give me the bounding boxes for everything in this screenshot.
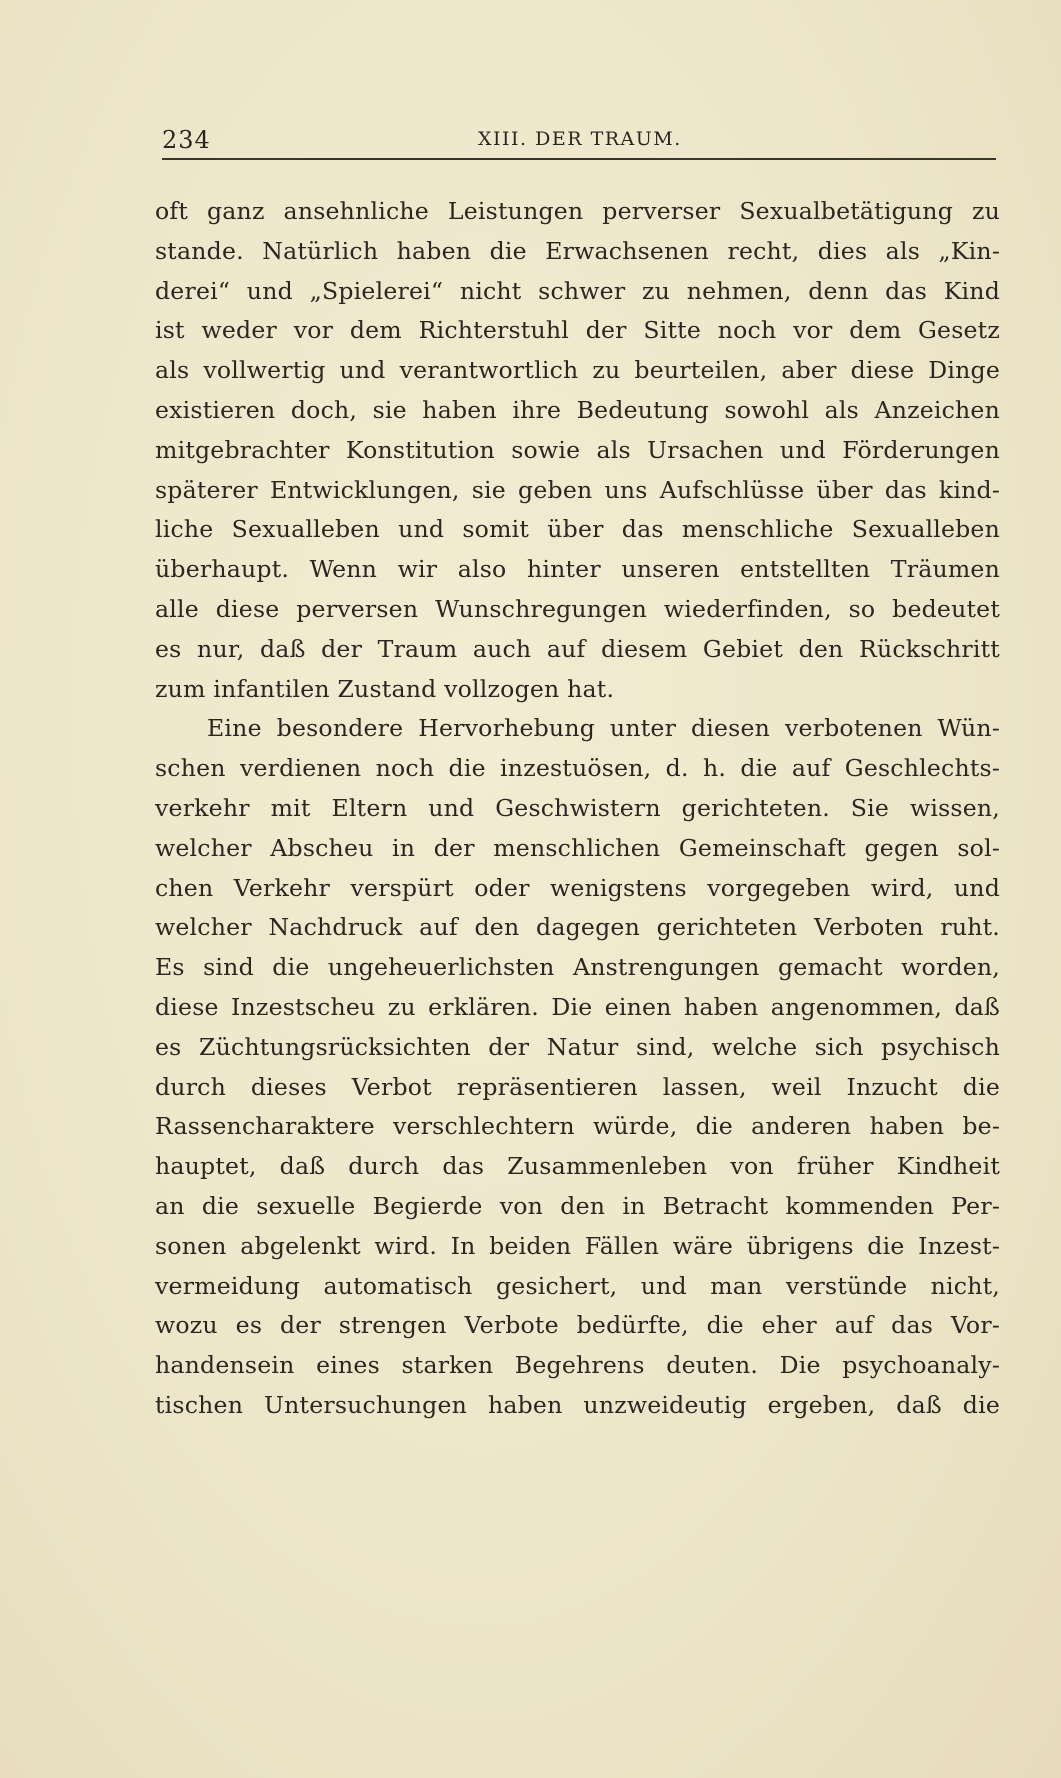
text-line: es nur, daß der Traum auch auf diesem Gebiet den Rückschritt <box>155 634 1000 663</box>
text-line: diese Inzestscheu zu erklären. Die einen haben angenommen, daß <box>155 992 1000 1021</box>
text-line: handensein eines starken Begehrens deuten. Die psychoanaly- <box>155 1351 1000 1380</box>
text-line: sonen abgelenkt wird. In beiden Fällen wäre übrigens die Inzest- <box>155 1231 1000 1260</box>
text-line: ist weder vor dem Richterstuhl der Sitte noch vor dem Gesetz <box>155 316 1000 345</box>
text-line: Es sind die ungeheuerlichsten Anstrengungen gemacht worden, <box>155 953 1000 982</box>
text-line: Eine besondere Hervorhebung unter diesen verbotenen Wün- <box>207 714 1000 743</box>
text-line: durch dieses Verbot repräsentieren lassen, weil Inzucht die <box>155 1072 1000 1101</box>
text-line: hauptet, daß durch das Zusammenleben von früher Kindheit <box>155 1152 1000 1181</box>
text-line: zum infantilen Zustand vollzogen hat. <box>155 674 615 703</box>
page-header <box>162 122 996 160</box>
text-line: welcher Abscheu in der menschlichen Gemeinschaft gegen sol- <box>155 833 1000 862</box>
page-number: 234 <box>162 126 211 154</box>
text-line: als vollwertig und verantwortlich zu beurteilen, aber diese Dinge <box>155 356 1000 385</box>
text-line: tischen Untersuchungen haben unzweideutig ergeben, daß die <box>155 1390 1000 1419</box>
text-line: chen Verkehr verspürt oder wenigstens vorgegeben wird, und <box>155 873 1000 902</box>
running-head: XIII. DER TRAUM. <box>478 128 682 150</box>
text-line: vermeidung automatisch gesichert, und man verstünde nicht, <box>155 1271 1000 1300</box>
text-line: existieren doch, sie haben ihre Bedeutung sowohl als Anzeichen <box>155 395 1000 424</box>
text-line: oft ganz ansehnliche Leistungen perverser Sexualbetätigung zu <box>155 197 1000 225</box>
text-line: mitgebrachter Konstitution sowie als Ursachen und Förderungen <box>155 435 1000 464</box>
text-line: verkehr mit Eltern und Geschwistern gerichteten. Sie wissen, <box>155 793 1000 822</box>
text-line: alle diese perversen Wunschregungen wiederfinden, so bedeutet <box>155 594 1000 623</box>
body-text <box>155 192 1000 1426</box>
text-line: schen verdienen noch die inzestuösen, d. h. die auf Geschlechts- <box>155 754 1000 783</box>
text-line: derei“ und „Spielerei“ nicht schwer zu nehmen, denn das Kind <box>155 276 1000 305</box>
text-line: wozu es der strengen Verbote bedürfte, die eher auf das Vor- <box>155 1311 1000 1340</box>
text-line: liche Sexualleben und somit über das menschliche Sexualleben <box>155 515 1000 544</box>
text-line: Rassencharaktere verschlechtern würde, die anderen haben be- <box>155 1112 1000 1141</box>
text-line: welcher Nachdruck auf den dagegen gerichteten Verboten ruht. <box>155 913 1000 942</box>
text-line: es Züchtungsrücksichten der Natur sind, welche sich psychisch <box>155 1032 1000 1061</box>
text-line: an die sexuelle Begierde von den in Betracht kommenden Per- <box>155 1191 1000 1220</box>
text-line: späterer Entwicklungen, sie geben uns Aufschlüsse über das kind- <box>155 475 1000 504</box>
text-line: stande. Natürlich haben die Erwachsenen recht, dies als „Kin- <box>155 236 1000 265</box>
text-line: überhaupt. Wenn wir also hinter unseren entstellten Träumen <box>155 555 1000 584</box>
